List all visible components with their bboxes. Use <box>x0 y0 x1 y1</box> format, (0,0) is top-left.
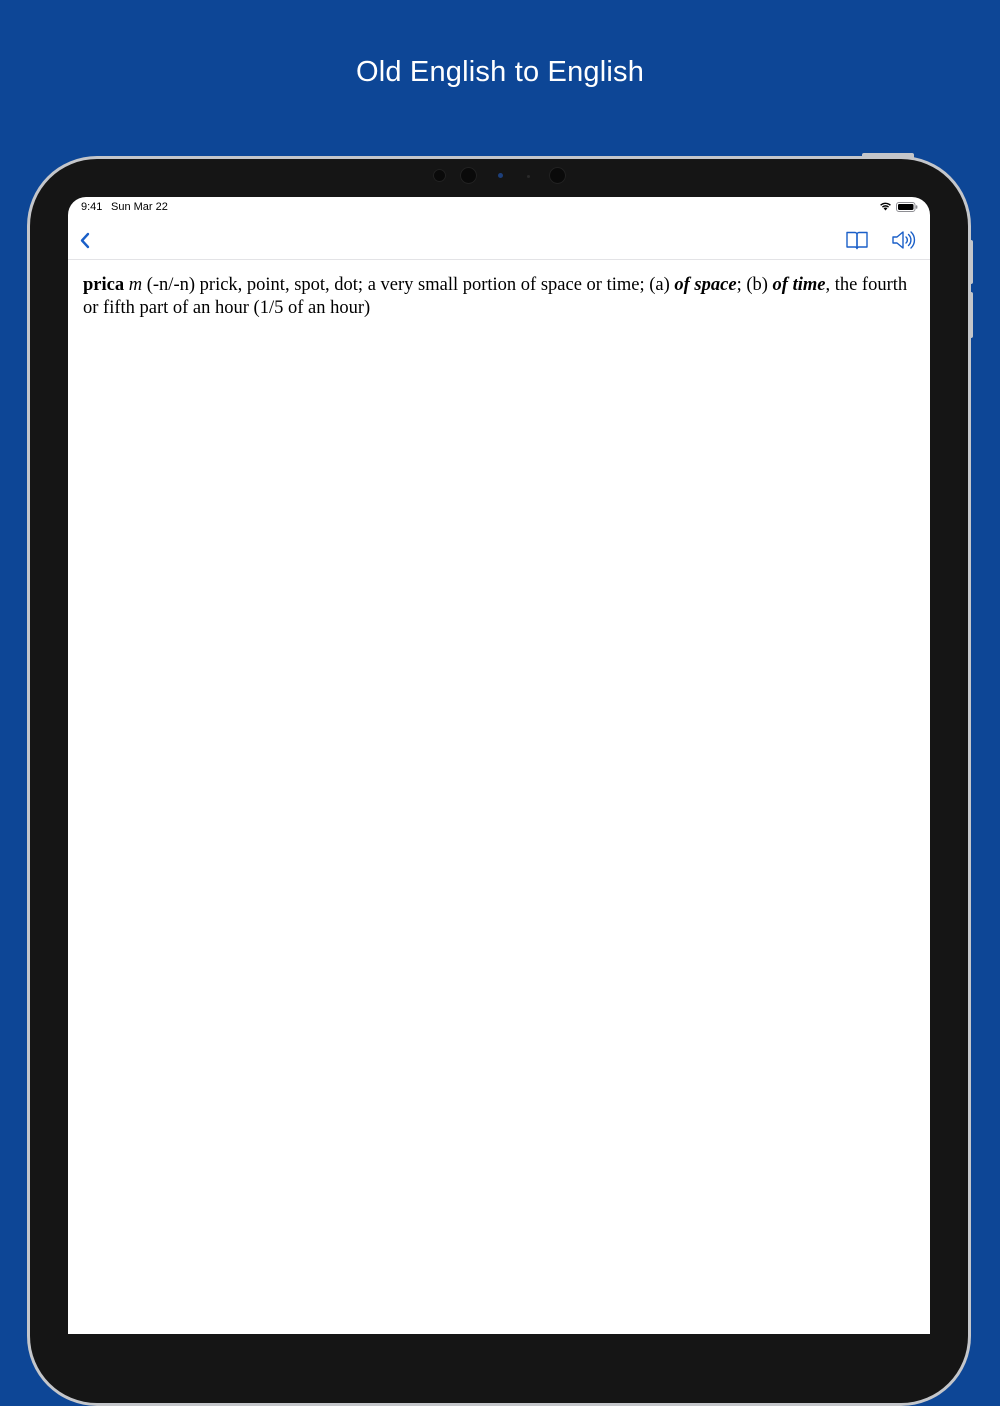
status-bar <box>68 197 930 219</box>
back-button[interactable] <box>74 225 104 255</box>
promo-headline: Old English to English <box>355 56 645 88</box>
entry-tail: , the fourth or fifth part of an hour (1/5 of an hour) <box>83 275 908 318</box>
depth-sensor <box>549 167 566 184</box>
camera-indicator <box>498 173 503 178</box>
ambient-sensor <box>527 175 530 178</box>
wifi-icon <box>879 201 892 211</box>
entry-definition: prick, point, spot, dot; a very small portion of space or time; (a) <box>199 275 670 295</box>
status-time: 9:41 <box>81 201 103 213</box>
speaker-icon <box>888 225 918 255</box>
status-date: Sun Mar 22 <box>111 201 168 213</box>
dictionary-entry <box>83 274 913 320</box>
entry-sense-b: of time <box>772 275 826 295</box>
entry-sense-a: of space <box>674 275 737 295</box>
battery-icon <box>896 202 918 212</box>
navigation-bar <box>68 219 930 260</box>
entry-headword: prica <box>83 275 125 295</box>
entry-gender: m <box>128 275 143 295</box>
app-screen <box>68 197 930 1334</box>
dictionary-button[interactable] <box>842 225 872 255</box>
entry-separator: ; (b) <box>736 275 768 295</box>
front-sensor <box>433 169 446 182</box>
front-camera <box>460 167 477 184</box>
chevron-left-icon <box>74 225 104 255</box>
pronounce-button[interactable] <box>888 225 918 255</box>
entry-inflection: (-n/-n) <box>146 275 196 295</box>
book-icon <box>842 225 872 255</box>
